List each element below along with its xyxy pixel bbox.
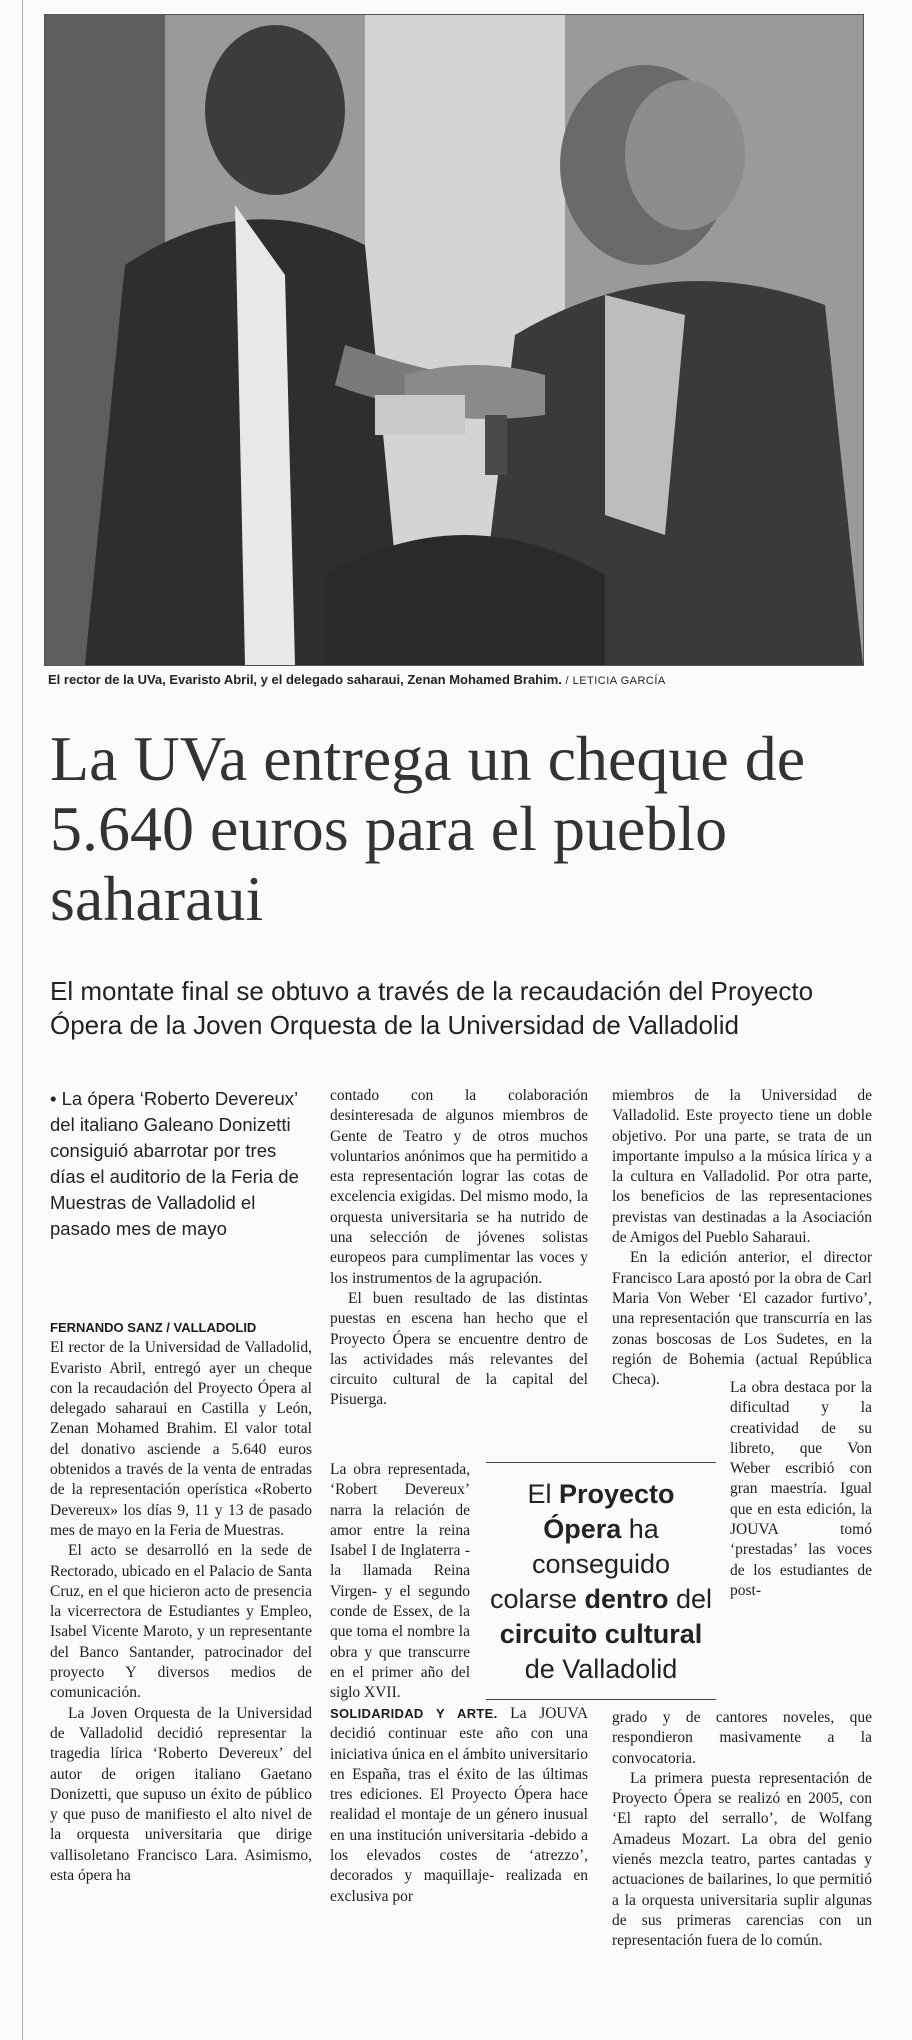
column-3-narrow bbox=[730, 1378, 872, 1601]
headline: La UVa entrega un cheque de 5.640 euros para el pueblo saharaui bbox=[50, 723, 806, 934]
byline-author: FERNANDO SANZ bbox=[50, 1320, 163, 1335]
quote-bold: dentro bbox=[584, 1584, 669, 1614]
photo-illustration bbox=[45, 15, 863, 665]
photo-credit: / LETICIA GARCÍA bbox=[561, 675, 666, 687]
quote-text: El bbox=[527, 1479, 559, 1509]
page-edge-rule bbox=[22, 0, 23, 2040]
paragraph: miembros de la Universidad de Valladolid. Este proyecto tiene un doble objetivo. Por una parte, se trata de un importante impulso a la música lírica y a la cultura en Valladolid. Por otra parte, los beneficios de las representaciones previstas van destinadas a la Asociación de Amigos del Pueblo Saharaui. bbox=[612, 1087, 872, 1247]
byline bbox=[50, 1318, 312, 1338]
paragraph: En la edición anterior, el director Francisco Lara apostó por la obra de Carl Maria Von Weber ‘El cazador furtivo’, una representación que transcurría en las zonas boscosas de Los Sudetes, en la región de Bohemia (actual República Checa). bbox=[612, 1249, 872, 1389]
caption-text: El rector de la UVa, Evaristo Abril, y el delegado saharaui, Zenan Mohamed Brahim. bbox=[48, 672, 562, 687]
paragraph: La obra destaca por la dificultad y la creatividad de su libreto, que Von Weber escribió con gran maestría. Igual que en esta edición, la JOUVA tomó ‘prestadas’ las voces de los estudiantes de post- bbox=[730, 1379, 872, 1599]
paragraph: El acto se desarrolló en la sede de Rectorado, ubicado en el Palacio de Santa Cruz, en el que hicieron acto de presencia la vicerrectora de Estudiantes y Empleo, Isabel Vicente Maroto, y un representante del Banco Santander, patrocinador del proyecto Y diversos medios de comunicación. bbox=[50, 1542, 312, 1702]
lead-summary: • La ópera ‘Roberto Devereux’ del italiano Galeano Donizetti consiguió abarrotar por tres días el auditorio de la Feria de Muestras de Valladolid el pasado mes de mayo bbox=[50, 1088, 299, 1239]
column-3-lower bbox=[612, 1708, 872, 1952]
section-label: SOLIDARIDAD Y ARTE. bbox=[330, 1706, 498, 1721]
quote-text: del bbox=[668, 1584, 713, 1614]
paragraph: El rector de la Universidad de Valladolid, Evaristo Abril, entregó ayer un cheque con la recaudación del Proyecto Ópera al delegado saharaui en Castilla y León, Zenan Mohamed Brahim. El valor total del donativo asciende a 5.640 euros obtenidos a través de la venta de entradas de la representación operística «Roberto Devereux» los días 9, 11 y 13 de pasado mes de mayo en la Feria de Muestras. bbox=[50, 1339, 312, 1539]
byline-place: / VALLADOLID bbox=[162, 1320, 257, 1335]
column-2-narrow bbox=[330, 1460, 470, 1704]
pull-quote bbox=[486, 1462, 716, 1700]
column-3 bbox=[612, 1086, 872, 1390]
subheadline: El montate final se obtuvo a través de la recaudación del Proyecto Ópera de la Joven Orquesta de la Universidad de Valladolid bbox=[50, 976, 814, 1040]
paragraph: grado y de cantores noveles, que respondieron masivamente a la convocatoria. bbox=[612, 1709, 872, 1767]
paragraph bbox=[330, 1704, 588, 1907]
column-2-lower bbox=[330, 1704, 588, 1907]
quote-text: ha conseguido colarse bbox=[489, 1514, 671, 1614]
paragraph: La primera puesta representación de Proyecto Ópera se realizó en 2005, con ‘El rapto del serrallo’, de Wolfang Amadeus Mozart. La obra del genio vienés mezcla teatro, partes cantadas y actuaciones de bailarines, lo que permitió a la orquesta universitaria suplir algunas de sus primeras carencias con un representación fuera de lo común. bbox=[612, 1769, 872, 1950]
column-2 bbox=[330, 1086, 588, 1411]
column-1 bbox=[50, 1318, 312, 1886]
article-photo bbox=[44, 14, 864, 666]
paragraph: contado con la colaboración desinteresada de algunos miembros de Gente de Teatro y de otros muchos voluntarios anónimos que ha permitido a esta representación lograr las cotas de excelencia exigidas. Del mismo modo, la orquesta universitaria se ha nutrido de una selección de jóvenes solistas europeos para cumplimentar las voces y los instrumentos de la agrupación. bbox=[330, 1087, 588, 1287]
quote-bold: circuito cultural bbox=[499, 1619, 703, 1649]
quote-bold: Proyecto Ópera bbox=[543, 1479, 675, 1544]
paragraph: El buen resultado de las distintas puestas en escena han hecho que el Proyecto Ópera se encuentre dentro de las actividades más relevantes del circuito cultural de la capital del Pisuerga. bbox=[330, 1289, 588, 1409]
paragraph: La obra representada, ‘Robert Devereux’ narra la relación de amor entre la reina Isabel I de Inglaterra -la llamada Reina Virgen- y el segundo conde de Essex, de la que toma el nombre la obra y que transcurre en el primer año del siglo XVII. bbox=[330, 1461, 470, 1702]
quote-text: de Valladolid bbox=[524, 1654, 678, 1684]
section-text: La JOUVA decidió continuar este año con una iniciativa única en el ámbito universitario en España, tras el éxito de las últimas tres ediciones. El Proyecto Ópera hace realidad el montaje de un género inusual en una institución universitaria -debido a los elevados costes de ‘atrezzo’, decorados y maquillaje- realizada en exclusiva por bbox=[330, 1705, 589, 1905]
photo-caption bbox=[48, 672, 868, 687]
paragraph: La Joven Orquesta de la Universidad de Valladolid decidió representar la tragedia lírica ‘Roberto Devereux’ del autor de origen italiano Gaetano Donizetti, que supuso un éxito de público y que puso de manifiesto el alto nivel de la orquesta universitaria que dirige vallisoletano Francisco Lara. Asimismo, esta ópera ha bbox=[50, 1704, 312, 1885]
